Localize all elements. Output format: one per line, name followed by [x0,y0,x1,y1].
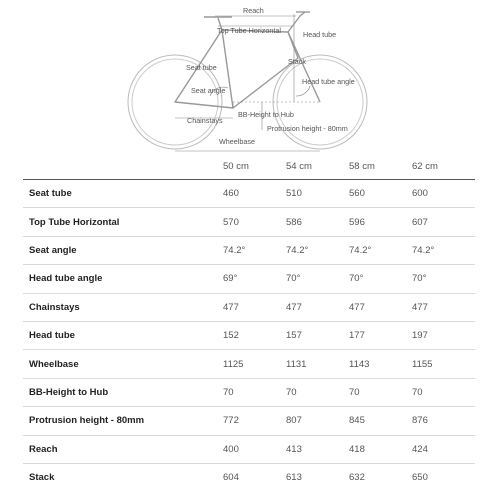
cell-value: 596 [349,216,365,228]
cell-value: 69° [223,273,238,285]
cell-value: 70° [412,273,427,285]
table-row [23,265,475,293]
cell-value: 1155 [412,358,433,370]
table-row [23,208,475,236]
cell-value: 70 [223,386,234,398]
table-row [23,180,475,208]
row-label: Seat angle [29,244,77,256]
table-row [23,293,475,321]
label-head-tube: Head tube [303,30,337,39]
cell-value: 807 [286,415,302,427]
cell-value: 586 [286,216,302,228]
table-row [23,463,475,491]
cell-value: 152 [223,330,239,342]
cell-value: 632 [349,472,365,484]
cell-value: 510 [286,188,302,200]
label-seat-tube: Seat tube [186,63,217,72]
row-label: Top Tube Horizontal [29,216,120,228]
table-row [23,321,475,349]
geometry-table [23,153,475,492]
row-label: Stack [29,472,55,484]
cell-value: 413 [286,443,302,455]
cell-value: 70° [286,273,301,285]
cell-value: 74.2° [286,244,309,256]
table-header [23,153,475,180]
label-wheelbase: Wheelbase [219,137,255,146]
cell-value: 477 [223,301,239,313]
cell-value: 845 [349,415,365,427]
table-body [23,180,475,492]
label-protrusion: Protrusion height - 80mm [267,124,348,133]
cell-value: 600 [412,188,428,200]
label-reach: Reach [243,6,264,15]
label-top-tube: Top Tube Horizontal [217,26,281,35]
table-row [23,350,475,378]
cell-value: 604 [223,472,239,484]
cell-value: 157 [286,330,302,342]
cell-value: 197 [412,330,428,342]
table-row [23,435,475,463]
cell-value: 560 [349,188,365,200]
row-label: Head tube [29,330,75,342]
table-row [23,378,475,406]
cell-value: 876 [412,415,428,427]
cell-value: 424 [412,443,428,455]
cell-value: 1143 [349,358,370,370]
header-blank [23,153,223,180]
cell-value: 74.2° [412,244,435,256]
cell-value: 418 [349,443,365,455]
cell-value: 70 [286,386,297,398]
row-label: Reach [29,443,58,455]
row-label: Chainstays [29,301,80,313]
cell-value: 74.2° [349,244,372,256]
cell-value: 1125 [223,358,244,370]
cell-value: 613 [286,472,302,484]
header-size: 54 cm [286,160,312,172]
table-row [23,407,475,435]
cell-value: 477 [286,301,302,313]
cell-value: 70 [412,386,423,398]
row-label: BB-Height to Hub [29,386,109,398]
cell-value: 650 [412,472,428,484]
cell-value: 74.2° [223,244,246,256]
cell-value: 1131 [286,358,307,370]
cell-value: 70 [349,386,360,398]
cell-value: 70° [349,273,364,285]
table-row [23,236,475,264]
row-label: Protrusion height - 80mm [29,415,145,427]
label-stack: Stack [288,57,306,66]
cell-value: 460 [223,188,239,200]
cell-value: 570 [223,216,239,228]
label-bb-height: BB-Height to Hub [238,110,294,119]
row-label: Seat tube [29,188,72,200]
label-seat-angle: Seat angle [191,86,226,95]
cell-value: 177 [349,330,365,342]
cell-value: 400 [223,443,239,455]
row-label: Head tube angle [29,273,103,285]
header-size: 62 cm [412,160,438,172]
cell-value: 477 [349,301,365,313]
header-size: 50 cm [223,160,249,172]
label-chainstays: Chainstays [187,116,223,125]
header-size: 58 cm [349,160,375,172]
label-head-tube-angle: Head tube angle [302,77,355,86]
row-label: Wheelbase [29,358,79,370]
cell-value: 772 [223,415,239,427]
cell-value: 477 [412,301,428,313]
cell-value: 607 [412,216,428,228]
bike-geometry-diagram [0,0,500,160]
